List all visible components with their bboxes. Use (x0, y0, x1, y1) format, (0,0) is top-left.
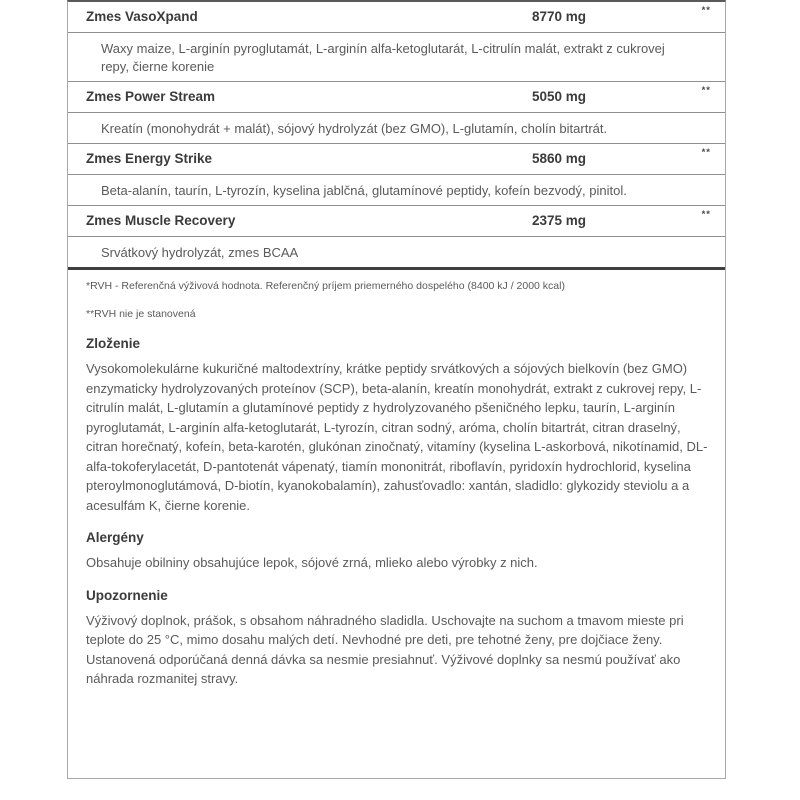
section-composition (68, 335, 725, 515)
footnote-rvh: *RVH - Referenčná výživová hodnota. Referenčný príjem priemerného dospelého (8400 kJ / 2000 kcal) (86, 280, 565, 292)
section-warning (68, 587, 725, 689)
blend-amount: 2375 mg (532, 213, 587, 228)
label-page (67, 0, 726, 779)
footnote-marker: ** (701, 209, 711, 220)
blend-ingredients: Srvátkový hydrolyzát, zmes BCAA (68, 237, 725, 270)
table-row (68, 206, 725, 237)
footnotes (68, 270, 725, 322)
blend-amount: 5860 mg (532, 151, 587, 166)
blend-name: Zmes VasoXpand (86, 9, 198, 24)
blend-name: Zmes Energy Strike (86, 151, 213, 166)
section-allergens (68, 529, 725, 573)
blend-ingredients: Waxy maize, L-arginín pyroglutamát, L-arginín alfa-ketoglutarát, L-citrulín malát, extrakt z cukrovej repy, čierne korenie (68, 33, 725, 82)
table-row (68, 2, 725, 33)
footnote-marker: ** (701, 85, 711, 96)
blend-name: Zmes Power Stream (86, 89, 216, 104)
blend-amount: 5050 mg (532, 89, 587, 104)
section-heading: Zloženie (86, 336, 141, 351)
section-heading: Upozornenie (86, 587, 168, 603)
section-body: Obsahuje obilniny obsahujúce lepok, sójové zrná, mlieko alebo výrobky z nich. (86, 555, 538, 570)
section-heading: Alergény (86, 530, 144, 545)
footnote-marker: ** (701, 147, 711, 158)
blend-amount: 8770 mg (532, 9, 587, 24)
blend-name: Zmes Muscle Recovery (86, 213, 236, 228)
section-body: Vysokomolekulárne kukuričné maltodextríny, krátke peptidy srvátkových a sójových bielkovín (bez GMO) enzymaticky hydrolyzovaných proteínov (SCP), beta-alanín, kreatín monohydrát, extrakt z cukrovej repy, L-citrulín malát, L-glutamín a glutamínové peptidy z hydrolyzovaného pšeničného lepku, taurín, L-arginín pyroglutamát, L-arginín alfa-ketoglutarát, L-tyrozín, citran sodný, aróma, cholín bitartrát, citran draselný, citran horečnatý, kofeín, beta-karotén, glukónan zinočnatý, vitamíny (kyselina L-askorbová, nikotínamid, DL-alfa-tokoferylacetát, D-pantotenát vápenatý, tiamín mononitrát, riboflavín, pyridoxín hydrochlorid, kyselina pteroylmonoglutámová, D-biotín, kyanokobalamín), zahusťovadlo: xantán, sladidlo: glykozidy steviolu a a acesulfám K, čierne korenie. (86, 361, 708, 513)
section-body: Výživový doplnok, prášok, s obsahom náhradného sladidla. Uschovajte na suchom a tmavom mieste pri teplote do 25 °C, mimo dosahu malých detí. Nevhodné pre deti, pre tehotné ženy, pre dojčiace ženy. Ustanovená odporúčaná denná dávka sa nesmie presiahnuť. Výživové doplnky sa nesmú používať ako náhrada rozmanitej stravy. (86, 612, 684, 686)
blend-ingredients: Kreatín (monohydrát + malát), sójový hydrolyzát (bez GMO), L-glutamín, cholín bitartrát. (68, 113, 725, 144)
footnote-marker: ** (701, 5, 711, 16)
table-row (68, 82, 725, 113)
blend-ingredients: Beta-alanín, taurín, L-tyrozín, kyselina jablčná, glutamínové peptidy, kofeín bezvodý, pinitol. (68, 175, 725, 206)
footnote-rvh-not-set: **RVH nie je stanovená (86, 308, 196, 320)
table-row (68, 144, 725, 175)
